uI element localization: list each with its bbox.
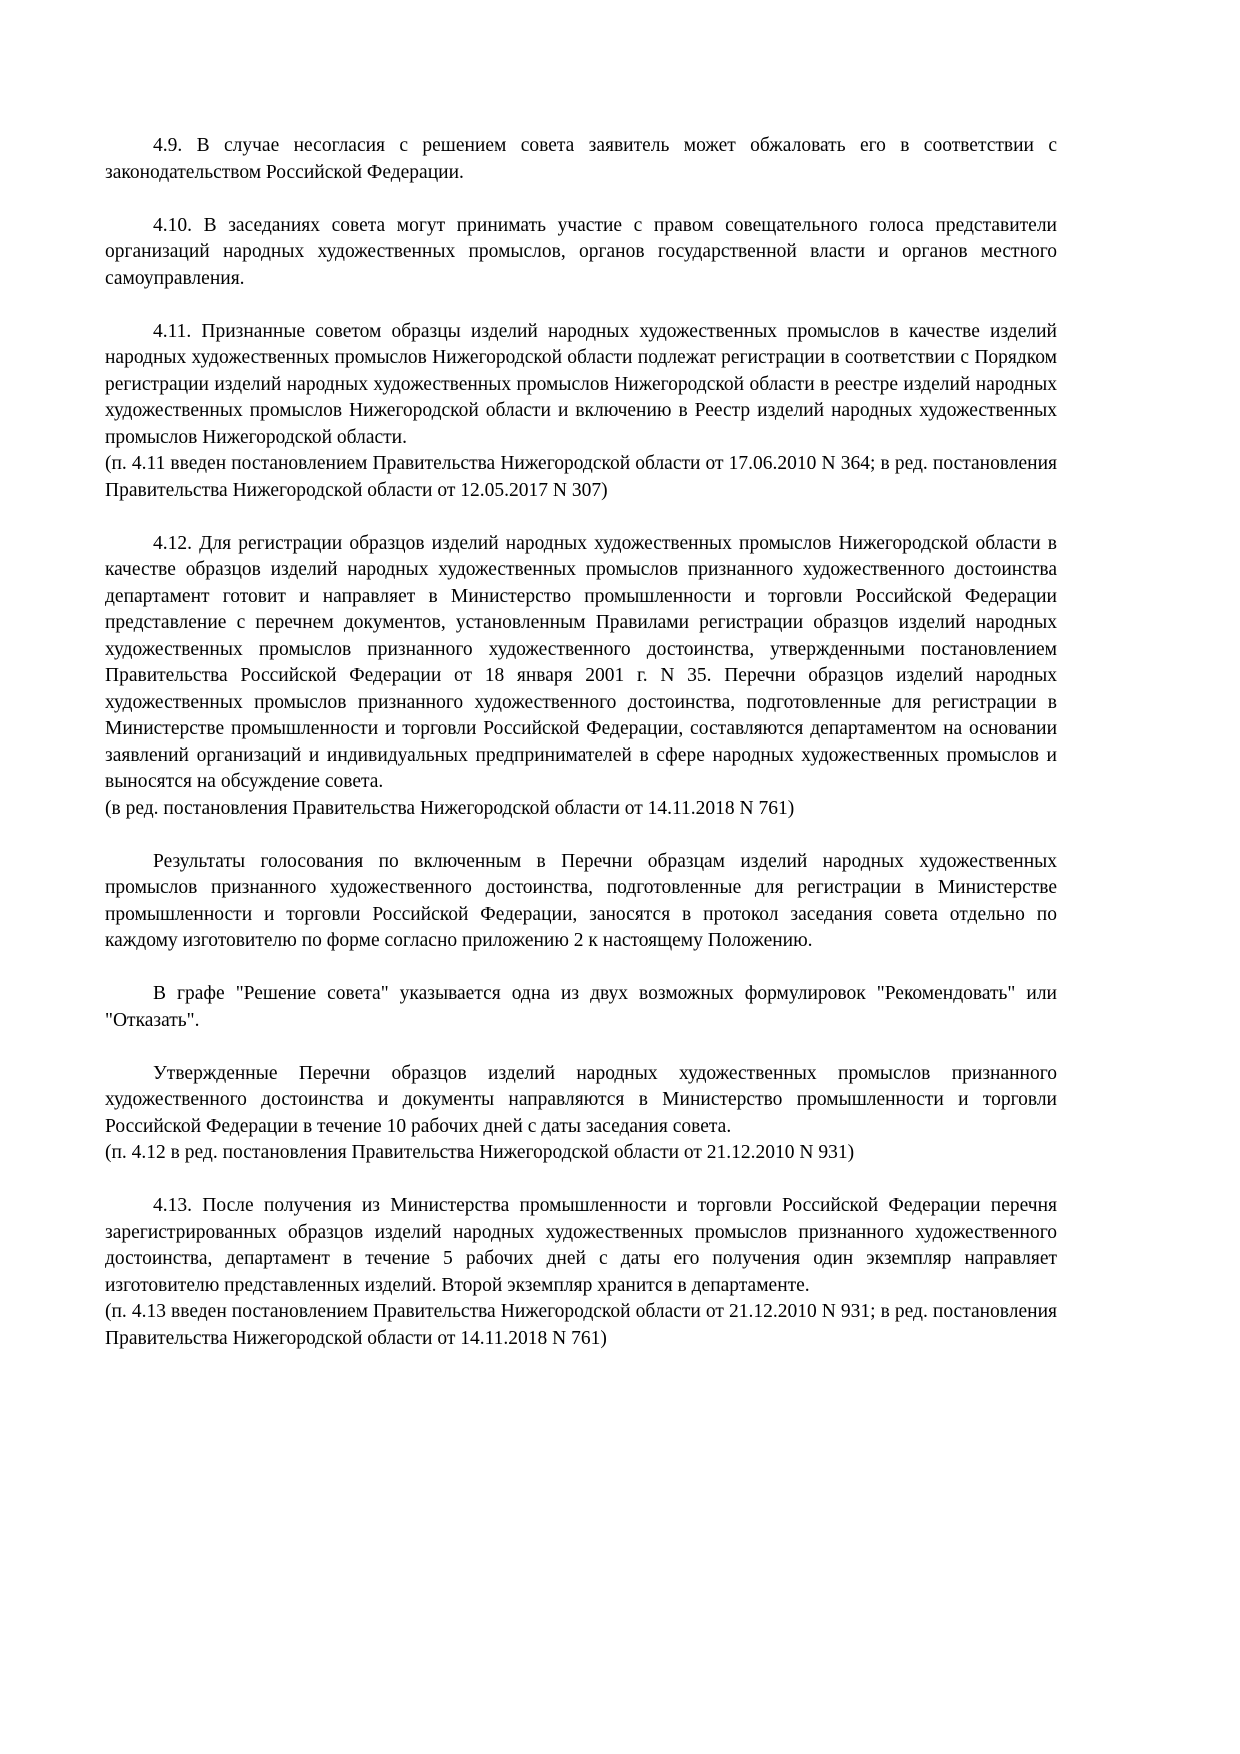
paragraph-approved-lists: Утвержденные Перечни образцов изделий народных художественных промыслов признанного художественного достоинства и документы направляются в Министерство промышленности и торговли Российской Федерации в течение 10 рабочих дней с даты заседания совета. xyxy=(105,1062,1057,1137)
amendment-note-4-13: (п. 4.13 введен постановлением Правительства Нижегородской области от 21.12.2010 N 931; в ред. постановления Правительства Нижегородской области от 14.11.2018 N 761) xyxy=(105,1301,1057,1349)
paragraph-4-10: 4.10. В заседаниях совета могут принимать участие с правом совещательного голоса представители организаций народных художественных промыслов, органов государственной власти и органов местного самоуправления. xyxy=(105,214,1057,289)
paragraph-4-11: 4.11. Признанные советом образцы изделий народных художественных промыслов в качестве изделий народных художественных промыслов Нижегородской области подлежат регистрации в соответствии с Порядком регистрации изделий народных художественных промыслов Нижегородской области в реестре изделий народных художественных промыслов Нижегородской области и включению в Реестр изделий народных художественных промыслов Нижегородской области. xyxy=(105,320,1057,448)
paragraph-4-13: 4.13. После получения из Министерства промышленности и торговли Российской Федерации перечня зарегистрированных образцов изделий народных художественных промыслов признанного художественного достоинства, департамент в течение 5 рабочих дней с даты его получения один экземпляр направляет изготовителю представленных изделий. Второй экземпляр хранится в департаменте. xyxy=(105,1195,1057,1296)
amendment-note-4-11: (п. 4.11 введен постановлением Правительства Нижегородской области от 17.06.2010 N 364; в ред. постановления Правительства Нижегородской области от 12.05.2017 N 307) xyxy=(105,453,1057,501)
paragraph-4-9: 4.9. В случае несогласия с решением совета заявитель может обжаловать его в соответствии с законодательством Российской Федерации. xyxy=(105,135,1057,183)
amendment-note-4-12: (п. 4.12 в ред. постановления Правительства Нижегородской области от 21.12.2010 N 931) xyxy=(105,1142,855,1163)
paragraph-voting-results: Результаты голосования по включенным в Перечни образцам изделий народных художественных промыслов признанного художественного достоинства, подготовленные для регистрации в Министерстве промышленности и торговли Российской Федерации, заносятся в протокол заседания совета отдельно по каждому изготовителю по форме согласно приложению 2 к настоящему Положению. xyxy=(105,850,1057,951)
paragraph-4-12: 4.12. Для регистрации образцов изделий народных художественных промыслов Нижегородской области в качестве образцов изделий народных художественных промыслов признанного художественного достоинства департамент готовит и направляет в Министерство промышленности и торговли Российской Федерации представление с перечнем документов, установленным Правилами регистрации образцов изделий народных художественных промыслов признанного художественного достоинства, утвержденными постановлением Правительства Российской Федерации от 18 января 2001 г. N 35. Перечни образцов изделий народных художественных промыслов признанного художественного достоинства, подготовленные для регистрации в Министерстве промышленности и торговли Российской Федерации, составляются департаментом на основании заявлений организаций и индивидуальных предпринимателей в сфере народных художественных промыслов и выносятся на обсуждение совета. xyxy=(105,532,1057,792)
amendment-note-4-12-ed: (в ред. постановления Правительства Нижегородской области от 14.11.2018 N 761) xyxy=(105,797,795,819)
paragraph-decision-column: В графе "Решение совета" указывается одна из двух возможных формулировок "Рекомендовать" или "Отказать". xyxy=(105,983,1057,1031)
